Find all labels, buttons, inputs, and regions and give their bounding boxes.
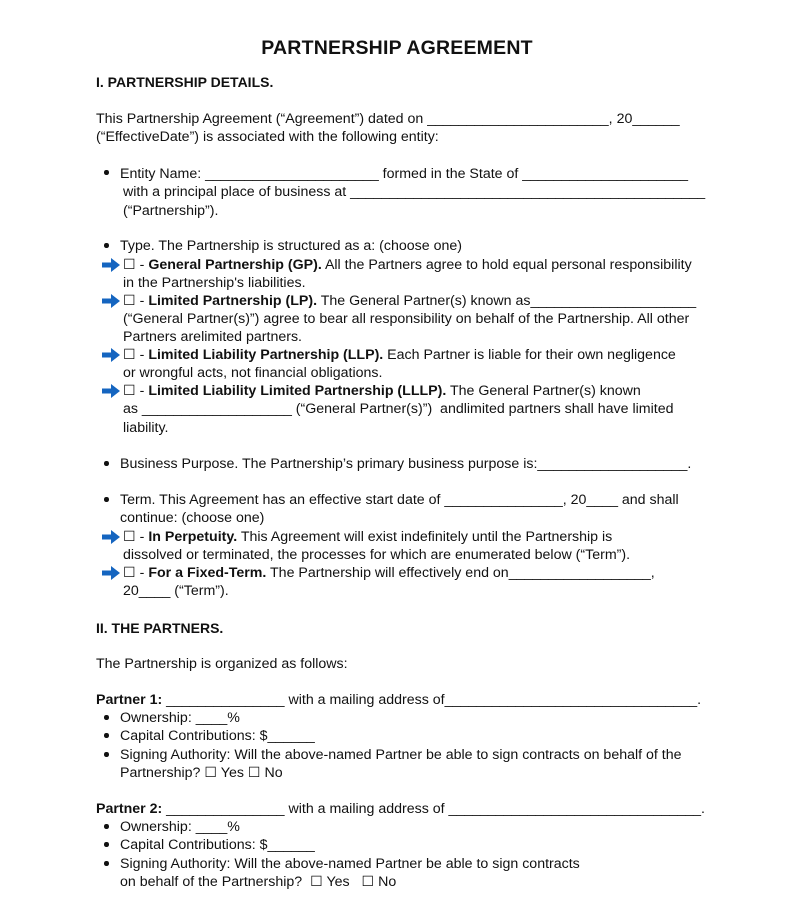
fixed-term-text: The Partnership will effectively end on__________________, <box>266 565 655 581</box>
bullet-icon <box>104 461 109 466</box>
partner-2-ownership: Ownership: ____% <box>120 819 240 835</box>
option-fixed-term <box>123 564 655 582</box>
section-2-intro: The Partnership is organized as follows: <box>96 656 348 672</box>
partner-1-ownership: Ownership: ____% <box>120 710 240 726</box>
llp-title: Limited Liability Partnership (LLP). <box>148 347 384 363</box>
arrow-right-icon <box>102 530 120 544</box>
llp-line-2: or wrongful acts, not financial obligations. <box>123 365 383 381</box>
business-purpose: Business Purpose. The Partnership’s primary business purpose is:___________________. <box>120 456 692 472</box>
section-2-heading: II. THE PARTNERS. <box>96 620 224 636</box>
option-perpetuity <box>123 528 612 546</box>
lllp-line-2: as ___________________ (“General Partner(s)”) andlimited partners shall have limited <box>123 401 674 417</box>
entity-line-3: (“Partnership”). <box>123 203 219 219</box>
perpetuity-line-2: dissolved or terminated, the processes for which are enumerated below (“Term”). <box>123 547 631 563</box>
partner-2-address: _______________ with a mailing address of ________________________________. <box>162 801 705 817</box>
option-llp <box>123 346 676 364</box>
bullet-icon <box>104 842 109 847</box>
partner-2-label: Partner 2: <box>96 801 163 817</box>
partner-2-capital: Capital Contributions: $______ <box>120 837 315 853</box>
document-title: PARTNERSHIP AGREEMENT <box>261 37 533 59</box>
gp-text: All the Partners agree to hold equal personal responsibility <box>321 257 692 273</box>
partner-1-address: _______________ with a mailing address of________________________________. <box>162 692 702 708</box>
perpetuity-text: This Agreement will exist indefinitely until the Partnership is <box>237 529 613 545</box>
partner-2-line <box>96 800 705 818</box>
checkbox-perpetuity[interactable]: ☐ - <box>123 529 149 545</box>
bullet-icon <box>104 243 109 248</box>
perpetuity-title: In Perpetuity. <box>148 529 238 545</box>
lllp-title: Limited Liability Limited Partnership (LLLP). <box>148 383 447 399</box>
lp-line-3: Partners arelimited partners. <box>123 329 302 345</box>
partner-1-signing-1: Signing Authority: Will the above-named Partner be able to sign contracts on behalf of the <box>120 747 682 763</box>
lllp-line-3: liability. <box>123 420 169 436</box>
arrow-right-icon <box>102 348 120 362</box>
lp-line-2: (“General Partner(s)”) agree to bear all responsibility on behalf of the Partnership. All other <box>123 311 690 327</box>
option-lllp <box>123 382 641 400</box>
partner-1-signing-2: Partnership? ☐ Yes ☐ No <box>120 765 283 781</box>
entity-line-2: with a principal place of business at _____________________________________________ <box>123 184 706 200</box>
bullet-icon <box>104 824 109 829</box>
gp-line-2: in the Partnership's liabilities. <box>123 275 306 291</box>
checkbox-fixed-term[interactable]: ☐ - <box>123 565 149 581</box>
partner-1-label: Partner 1: <box>96 692 163 708</box>
intro-line-2: (“EffectiveDate”) is associated with the following entity: <box>96 129 439 145</box>
partner-1-capital: Capital Contributions: $______ <box>120 728 315 744</box>
bullet-icon <box>104 733 109 738</box>
lllp-text: The General Partner(s) known <box>446 383 641 399</box>
option-limited-partnership <box>123 292 696 310</box>
bullet-icon <box>104 861 109 866</box>
arrow-right-icon <box>102 258 120 272</box>
fixed-term-line-2: 20____ (“Term”). <box>123 583 229 599</box>
term-line-1: Term. This Agreement has an effective start date of _______________, 20____ and shall <box>120 492 679 508</box>
bullet-icon <box>104 752 109 757</box>
term-line-2: continue: (choose one) <box>120 510 265 526</box>
gp-title: General Partnership (GP). <box>148 257 322 273</box>
type-label: Type. The Partnership is structured as a: (choose one) <box>120 238 462 254</box>
checkbox-llp[interactable]: ☐ - <box>123 347 149 363</box>
bullet-icon <box>104 497 109 502</box>
partner-2-signing-2: on behalf of the Partnership? ☐ Yes ☐ No <box>120 874 397 890</box>
section-1-heading: I. PARTNERSHIP DETAILS. <box>96 74 274 90</box>
entity-line-1: Entity Name: ______________________ formed in the State of _____________________ <box>120 166 688 182</box>
arrow-right-icon <box>102 566 120 580</box>
partner-2-signing-1: Signing Authority: Will the above-named Partner be able to sign contracts <box>120 856 580 872</box>
lp-title: Limited Partnership (LP). <box>148 293 318 309</box>
checkbox-lllp[interactable]: ☐ - <box>123 383 149 399</box>
bullet-icon <box>104 715 109 720</box>
intro-line-1: This Partnership Agreement (“Agreement”) dated on _______________________, 20______ <box>96 111 680 127</box>
lp-text: The General Partner(s) known as_____________________ <box>317 293 697 309</box>
checkbox-gp[interactable]: ☐ - <box>123 257 149 273</box>
option-general-partnership <box>123 256 692 274</box>
arrow-right-icon <box>102 384 120 398</box>
fixed-term-title: For a Fixed-Term. <box>148 565 267 581</box>
bullet-icon <box>104 170 109 175</box>
arrow-right-icon <box>102 294 120 308</box>
checkbox-lp[interactable]: ☐ - <box>123 293 149 309</box>
llp-text: Each Partner is liable for their own negligence <box>383 347 676 363</box>
partner-1-line <box>96 691 701 709</box>
